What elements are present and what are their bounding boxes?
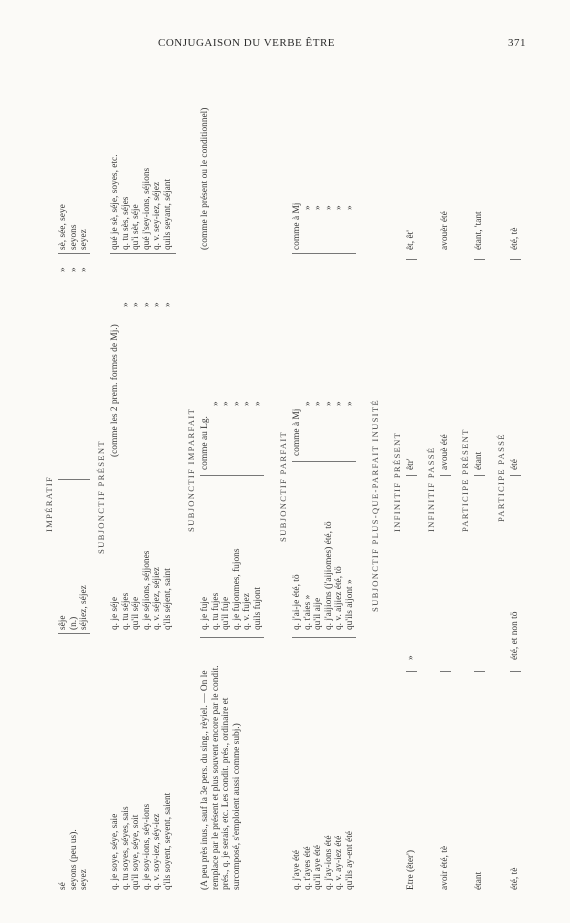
table-cell: qu'il fuje [221,596,232,630]
subj-present-col3 [110,302,174,457]
column-divider [440,475,451,476]
table-cell: avoir été, tè [440,846,450,890]
column-divider [440,671,451,672]
column-divider [406,475,417,476]
table-cell: séjiez, séjez [79,585,90,630]
column-divider [406,259,417,260]
inf-present-heading: INFINITIF PRÉSENT [392,431,402,532]
table-cell: q. v. soy-iez, séy-iez [152,813,163,890]
table-cell: » [344,401,355,406]
column-divider [510,475,521,476]
table-cell: q. v. ay-iez été [334,835,345,890]
table-cell: comme à Mj [292,408,302,456]
table-cell: êt, êt' [406,230,416,250]
table-cell: q. je fujonmes, fujons [231,548,242,630]
table-cell: seyez [79,229,90,250]
table-cell: » [221,401,232,406]
imperatif-col3 [58,267,90,272]
table-cell: qu'il séje [131,596,142,630]
table-cell: q. j'aijions (j'aijiomes) été, tö [323,521,334,630]
subj-pqp-heading: SUBJONCTIF PLUS-QUE-PARFAIT INUSITÉ [370,399,380,612]
part-passe-section [496,47,526,912]
inf-present-section [392,47,422,912]
subj-present-heading: SUBJONCTIF PRÉSENT [96,440,106,554]
table-cell: q'ils soyent, seyent, saient [162,792,173,890]
table-cell: » [334,401,345,406]
table-cell: q. j'ai-je été, tö [292,574,302,630]
table-cell: été, et non tö [510,611,520,660]
subj-parfait-heading: SUBJONCTIF PARFAIT [278,430,288,542]
table-cell: quils fujont [252,587,263,630]
imperatif-col2 [58,585,90,630]
table-cell: q. tu fujes [210,592,221,630]
table-cell: Etre (êter') [406,850,416,890]
table-cell: qué je sè, séje, soyes, etc. [110,154,120,250]
table-cell: » [252,401,263,406]
table-cell: » [323,205,334,210]
column-divider [510,259,521,260]
table-cell: été, tè [510,227,520,250]
subj-imparfait-section [186,47,268,912]
table-cell: q. v. fujez [242,593,253,630]
table-cell: qu'ils ay-ent été [344,831,355,890]
column-divider [292,461,356,462]
subj-parfait-col1 [292,831,356,890]
column-divider [474,259,485,260]
table-cell: » [313,205,324,210]
table-cell: (comme le présent ou le conditionnel) [200,107,210,250]
table-cell: sè, sée, seye [58,204,68,250]
column-divider [110,253,176,254]
subj-present-col2 [110,551,174,630]
table-cell: qué j'sey-ions, séjions [141,167,152,250]
table-cell: q. tu séjes [120,592,131,630]
table-cell: q. t'ayes été [302,846,313,890]
table-cell: q. je soy-ions, séy-ions [141,803,152,890]
column-divider [200,637,264,638]
table-cell: avouè été [440,434,450,470]
table-cell: été, tè [510,867,520,890]
imperatif-heading: IMPÉRATIF [44,475,54,532]
table-cell: » [79,267,90,272]
subj-imparfait-col2 [200,548,264,630]
part-present-section [460,47,490,912]
table-cell: q. t'aies » [302,594,313,630]
table-cell: q. v. sey-iez, séjez [152,181,163,250]
rotated-conjugation-table [40,47,560,912]
column-divider [292,253,356,254]
subj-imparfait-col3 [200,401,264,470]
column-divider [58,479,90,480]
column-divider [58,633,90,634]
table-cell: » [242,401,253,406]
table-cell: q. tu soyes, séyes, sais [120,806,131,890]
table-cell: (n.) [68,616,79,630]
table-cell: » [344,205,355,210]
table-cell: quils seyant, séjant [162,178,173,250]
inf-passe-section [426,47,456,912]
table-cell: q. je séje [110,596,120,630]
table-cell: » [131,302,142,307]
column-divider [58,253,90,254]
table-cell: q'ils séjent, saint [162,568,173,630]
column-divider [406,671,417,672]
table-cell: » [141,302,152,307]
table-cell: avouèr été [440,211,450,250]
table-cell: » [406,655,416,660]
subj-parfait-col4 [292,203,356,250]
table-cell: qu'il aije [313,597,324,630]
table-cell: seyez [79,869,90,890]
running-header-title: CONJUGAISON DU VERBE ÊTRE [158,37,335,49]
page-number: 371 [508,37,526,49]
column-divider [292,637,356,638]
table-cell: qu'il soye, séye, soit [131,814,142,890]
column-divider [200,475,264,476]
subj-imparfait-col4 [200,108,211,250]
table-cell: qu'i sèt, séje [131,204,142,250]
table-cell: q. v. aijiez été, tö [334,566,345,630]
table-cell: étant [474,451,484,470]
inf-passe-heading: INFINITIF PASSÉ [426,446,436,532]
table-cell: q. v. séjez, séjiez [152,567,163,630]
table-cell: » [323,401,334,406]
table-cell: sêje [58,615,68,630]
column-divider [474,475,485,476]
table-cell: » [334,205,345,210]
table-cell: » [120,302,131,307]
subj-imparfait-heading: SUBJONCTIF IMPARFAIT [186,407,196,532]
column-divider [510,671,521,672]
table-cell: sé [58,882,68,890]
table-cell: q. je séjions, séjjones [141,550,152,630]
table-cell: qu'ils aijont » [344,579,355,630]
subj-parfait-col2 [292,521,356,630]
table-cell: q. je fuje [200,596,210,630]
table-cell: q. tu sès, séjes [120,196,131,250]
subj-present-section [96,47,176,912]
subj-parfait-col3 [292,401,356,456]
table-cell: q. j'ay-ions été [323,835,334,890]
table-cell: » [58,267,68,272]
table-cell: étant, 'tant [474,211,484,250]
table-cell: » [162,302,173,307]
subj-imparfait-note: (A peu près inus., sauf la 3e pers. du sing., rèyiel. — On le remplace par le présent et plus souvent encore par le condit. prés., q. je serais, etc. Les condit. prés., ordinaire et surcomposé, s'emploient aussi comme subj.) [200,665,242,890]
table-cell: seyons (peu us). [68,829,79,890]
table-cell: » [68,267,79,272]
table-cell: q. j'aye été [292,850,302,890]
imperatif-col1 [58,829,90,890]
table-cell: » [152,302,163,307]
part-present-heading: PARTICIPE PRÉSENT [460,428,470,532]
table-cell: seyons [68,224,79,250]
imperatif-section [40,47,90,912]
table-cell: q. je soye, séye, saie [110,813,120,890]
table-cell: » [302,401,313,406]
table-cell: (comme les 2 prem. formes de Mj.) [110,324,120,457]
table-cell: » [210,401,221,406]
subj-present-col4 [110,154,174,250]
table-cell: comme à Mj [292,202,302,250]
part-passe-heading: PARTICIPE PASSÉ [496,433,506,522]
table-cell: étant [474,871,484,890]
subj-present-col1 [110,793,174,890]
table-cell: » [313,401,324,406]
subj-parfait-section [278,47,360,912]
table-cell: été [510,459,520,470]
table-cell: comme au Lg. [200,416,210,470]
table-cell: » [302,205,313,210]
table-cell: » [231,401,242,406]
imperatif-col4 [58,204,90,250]
table-cell: êtr' [406,458,416,470]
column-divider [474,671,485,672]
table-cell: qu'il aye été [313,845,324,890]
